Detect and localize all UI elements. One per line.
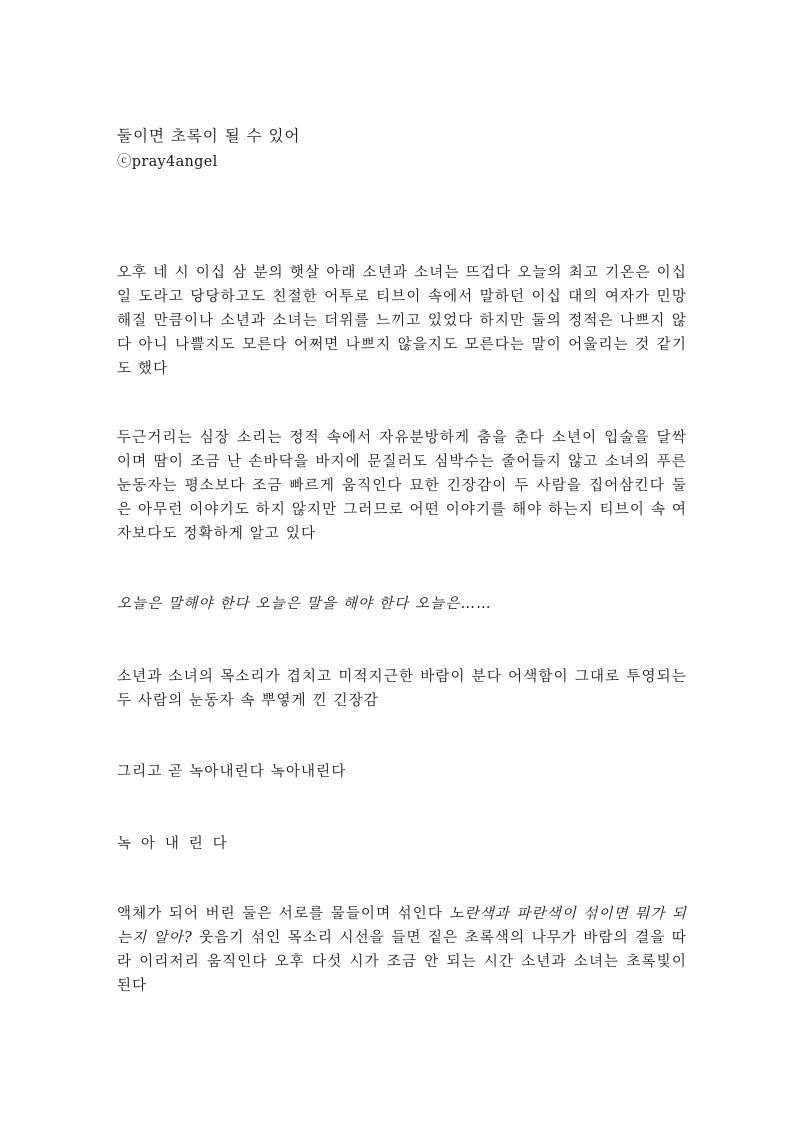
paragraph-7-italic: 노란색과 파란색이 섞이면 뭐가 되는지 알아?: [117, 905, 688, 946]
paragraph-7: [117, 902, 687, 998]
paragraph-2: 두근거리는 심장 소리는 정적 속에서 자유분방하게 춤을 춘다 소년이 입술을 달싹이며 땀이 조금 난 손바닥을 바지에 문질러도 심박수는 줄어들지 않고 소녀의 푸른 눈동자는 평소보다 조금 빠르게 움직인다 묘한 긴장감이 두 사람을 집어삼킨다 둘은 아무런 이야기도 하지 않지만 그러므로 어떤 이야기를 해야 하는지 티브이 속 여자보다도 정확하게 알고 있다: [117, 429, 687, 542]
paragraph-7-start: 액체가 되어 버린 둘은 서로를 물들이며 섞인다: [117, 905, 450, 922]
paragraph-1: 오후 네 시 이십 삼 분의 햇살 아래 소년과 소녀는 뜨겁다 오늘의 최고 기온은 이십 일 도라고 당당하고도 친절한 어투로 티브이 속에서 말하던 이십 대의 여자가 민망해질 만큼이나 소년과 소녀는 더위를 느끼고 있었다 하지만 둘의 정적은 나쁘지 않다 아니 나쁠지도 모른다 어쩌면 나쁘지 않을지도 모른다는 말이 어울리는 것 같기도 했다: [117, 264, 687, 377]
paragraph-5: 그리고 곧 녹아내린다 녹아내린다: [117, 763, 347, 780]
document-title: 둘이면 초록이 될 수 있어: [117, 127, 301, 145]
paragraph-4: 소년과 소녀의 목소리가 겹치고 미적지근한 바람이 분다 어색함이 그대로 투영되는 두 사람의 눈동자 속 뿌옇게 낀 긴장감: [117, 668, 687, 709]
paragraph-7-end: 웃음기 섞인 목소리 시선을 들면 짙은 초록색의 나무가 바람의 결을 따라 이리저리 움직인다 오후 다섯 시가 조금 안 되는 시간 소년과 소녀는 초록빛이 된다: [117, 929, 687, 994]
paragraph-6: 녹 아 내 린 다: [117, 835, 228, 852]
paragraph-3-italic: [117, 592, 687, 616]
italic-text: 오늘은 말해야 한다 오늘은 말을 해야 한다 오늘은……: [117, 595, 492, 612]
author-credit: ⓒpray4angel: [117, 154, 218, 170]
document-header: [117, 124, 687, 174]
